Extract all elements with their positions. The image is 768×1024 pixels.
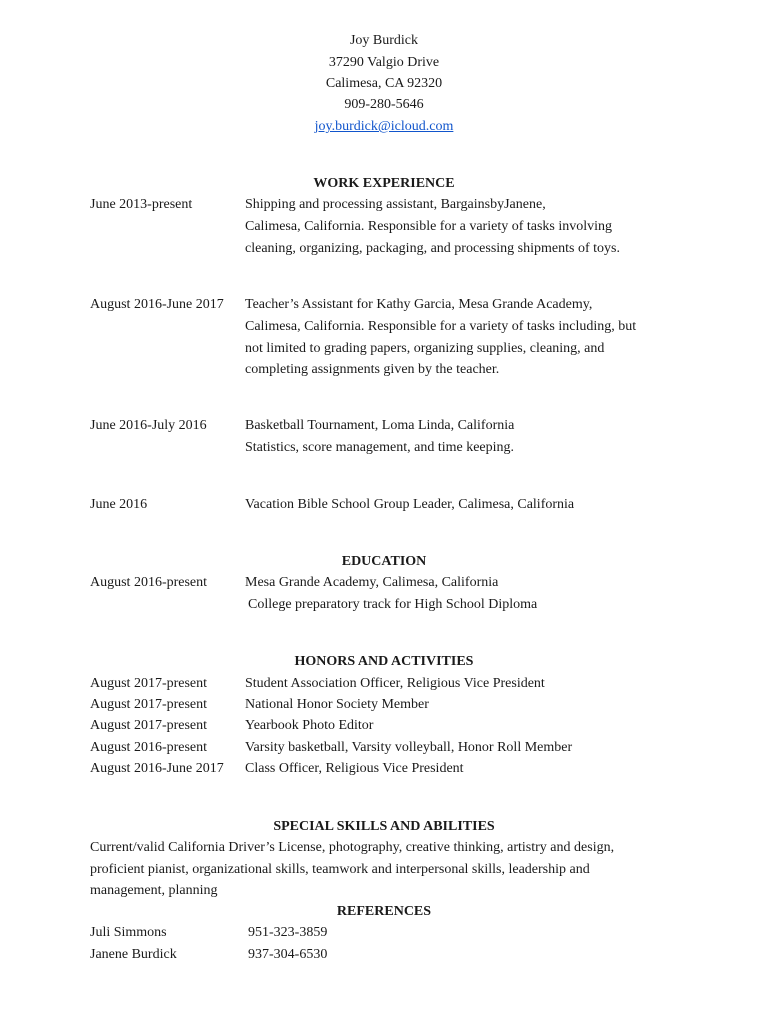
street-address: 37290 Valgio Drive — [328, 55, 440, 70]
work-entry-line: cleaning, organizing, packaging, and processing shipments of toys. — [245, 241, 620, 256]
education-date: August 2016-present — [90, 575, 208, 590]
city-state-zip: Calimesa, CA 92320 — [325, 76, 443, 91]
applicant-name: Joy Burdick — [349, 33, 419, 48]
skills-line: management, planning — [90, 883, 218, 898]
work-entry-date: August 2016-June 2017 — [90, 297, 224, 312]
work-entry-line: Vacation Bible School Group Leader, Calimesa, California — [245, 497, 575, 512]
honor-text: Yearbook Photo Editor — [245, 718, 374, 733]
email-row — [0, 118, 768, 135]
reference-name: Juli Simmons — [90, 925, 167, 940]
honors-heading: HONORS AND ACTIVITIES — [294, 654, 474, 669]
work-entry-date: June 2016 — [90, 497, 148, 512]
work-entry-line: Basketball Tournament, Loma Linda, California — [245, 418, 515, 433]
honor-text: National Honor Society Member — [245, 697, 429, 712]
education-school: Mesa Grande Academy, Calimesa, California — [245, 575, 499, 590]
honor-date: August 2017-present — [90, 697, 208, 712]
honor-text: Class Officer, Religious Vice President — [245, 761, 464, 776]
phone-number: 909-280-5646 — [344, 97, 424, 112]
email-link[interactable]: joy.burdick@icloud.com — [314, 119, 454, 134]
honor-date: August 2017-present — [90, 676, 208, 691]
honor-date: August 2016-June 2017 — [90, 761, 224, 776]
honor-date: August 2017-present — [90, 718, 208, 733]
work-entry-line: Calimesa, California. Responsible for a variety of tasks including, but — [245, 319, 637, 334]
skills-line: Current/valid California Driver’s License, photography, creative thinking, artistry and design, — [90, 840, 615, 855]
skills-heading: SPECIAL SKILLS AND ABILITIES — [273, 819, 495, 834]
work-entry-date: June 2016-July 2016 — [90, 418, 207, 433]
work-entry-date: June 2013-present — [90, 197, 193, 212]
work-experience-heading: WORK EXPERIENCE — [313, 176, 455, 191]
work-entry-line: Calimesa, California. Responsible for a variety of tasks involving — [245, 219, 613, 234]
work-entry-line: Shipping and processing assistant, BargainsbyJanene, — [245, 197, 546, 212]
education-track: College preparatory track for High School Diploma — [248, 597, 538, 612]
references-heading: REFERENCES — [336, 904, 432, 919]
honor-date: August 2016-present — [90, 740, 208, 755]
honor-text: Varsity basketball, Varsity volleyball, Honor Roll Member — [245, 740, 573, 755]
work-entry-line: Statistics, score management, and time keeping. — [245, 440, 515, 455]
work-entry-line: Teacher’s Assistant for Kathy Garcia, Mesa Grande Academy, — [245, 297, 593, 312]
reference-phone: 951-323-3859 — [248, 925, 328, 940]
reference-name: Janene Burdick — [90, 947, 177, 962]
work-entry-line: completing assignments given by the teacher. — [245, 362, 500, 377]
work-entry-line: not limited to grading papers, organizing supplies, cleaning, and — [245, 341, 605, 356]
reference-phone: 937-304-6530 — [248, 947, 328, 962]
honor-text: Student Association Officer, Religious Vice President — [245, 676, 545, 691]
skills-line: proficient pianist, organizational skills, teamwork and interpersonal skills, leadership and — [90, 862, 590, 877]
education-heading: EDUCATION — [341, 554, 427, 569]
